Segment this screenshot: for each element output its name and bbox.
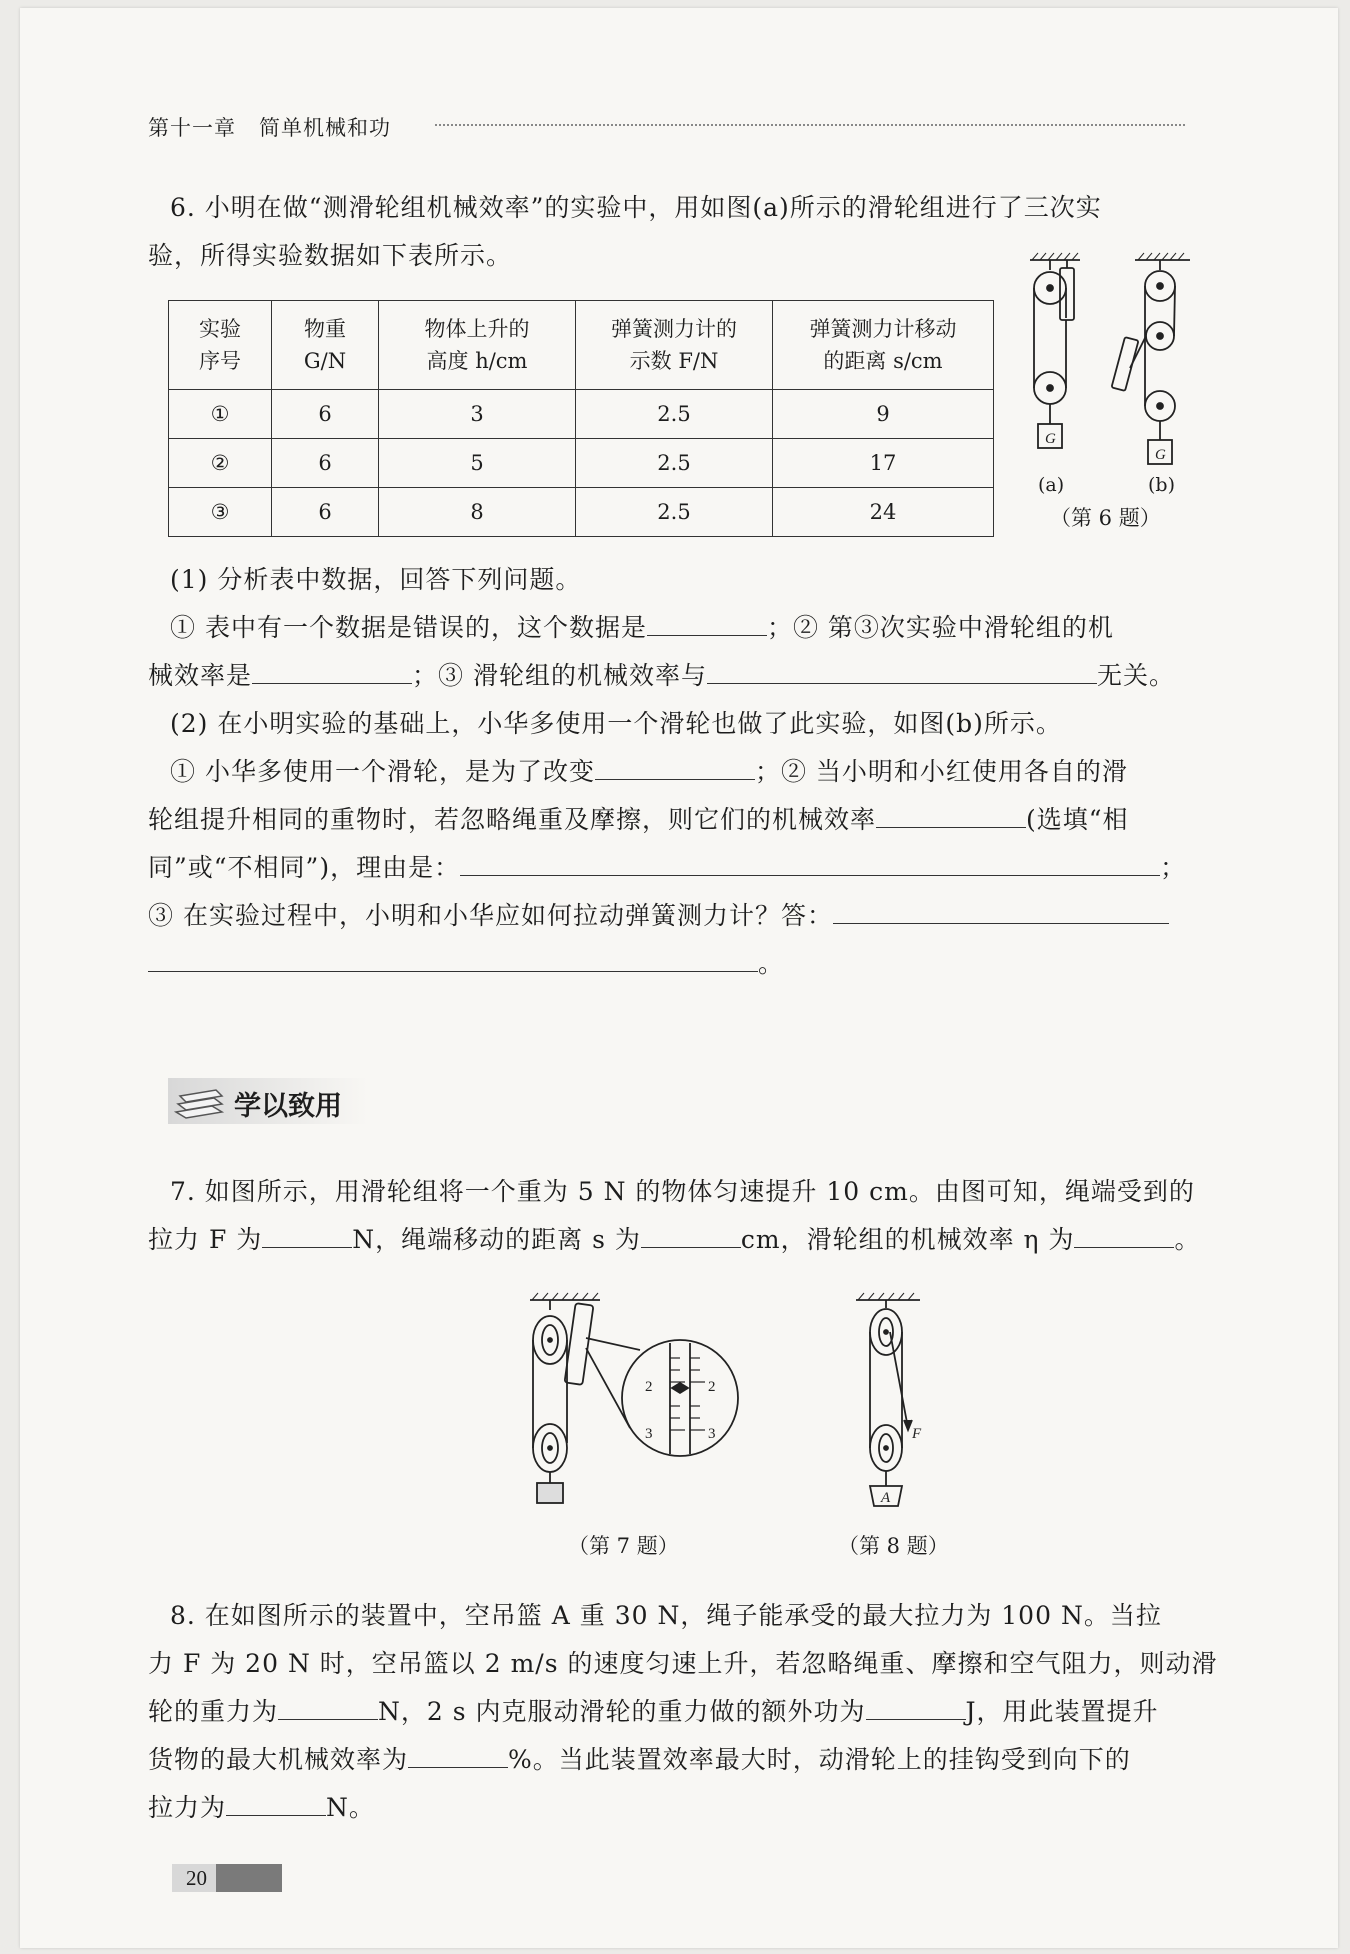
answer-blank[interactable]	[1074, 1221, 1174, 1248]
table-cell: 2.5	[576, 439, 773, 488]
table-cell: ③	[169, 488, 272, 537]
table-cell: ①	[169, 390, 272, 439]
books-icon	[172, 1082, 226, 1122]
table-header-cell: 物重 G/N	[272, 301, 379, 390]
fig8-caption: （第 8 题）	[838, 1534, 949, 1558]
answer-blank[interactable]	[641, 1221, 741, 1248]
page-number-bar	[172, 1864, 282, 1892]
fig6-caption: （第 6 题）	[1050, 506, 1161, 530]
workbook-page	[20, 8, 1338, 1948]
q6-part2-line-5: 。	[148, 940, 1230, 988]
answer-blank[interactable]	[278, 1693, 378, 1720]
scale-label-2-left: 2	[645, 1379, 653, 1395]
answer-blank[interactable]	[876, 801, 1026, 828]
table-cell: ②	[169, 439, 272, 488]
answer-blank[interactable]	[833, 897, 1169, 924]
q7-line-1: 7. 如图所示，用滑轮组将一个重为 5 N 的物体匀速提升 10 cm。由图可知，绳端受到的	[170, 1177, 1195, 1206]
q6-part2-line-3: 同”或“不相同”)，理由是： ；	[148, 844, 1230, 892]
q6-intro-line-1: 6. 小明在做“测滑轮组机械效率”的实验中，用如图(a)所示的滑轮组进行了三次实	[170, 193, 1102, 222]
fig6-label-a: (a)	[1038, 474, 1065, 496]
q6-part1-title: (1) 分析表中数据，回答下列问题。	[170, 565, 582, 594]
q8-line-2: 力 F 为 20 N 时，空吊篮以 2 m/s 的速度匀速上升，若忽略绳重、摩擦和空气阻力，则动滑	[148, 1649, 1218, 1678]
answer-blank[interactable]	[707, 657, 1097, 684]
q6-part1-line-1: ① 表中有一个数据是错误的，这个数据是 ；② 第③次实验中滑轮组的机	[170, 604, 1230, 652]
table-cell: 2.5	[576, 390, 773, 439]
chapter-title: 简单机械和功	[259, 116, 392, 140]
table-cell: 3	[379, 390, 576, 439]
q6-part2-line-1: ① 小华多使用一个滑轮，是为了改变 ；② 当小明和小红使用各自的滑	[170, 748, 1230, 796]
table-row	[169, 488, 994, 537]
table-cell: 24	[773, 488, 994, 537]
experiment-table	[168, 300, 994, 537]
pulley-figure-6	[1010, 248, 1230, 498]
scale-label-2-right: 2	[708, 1379, 716, 1395]
table-header-cell: 物体上升的 高度 h/cm	[379, 301, 576, 390]
q8-line-3: 轮的重力为 N，2 s 内克服动滑轮的重力做的额外功为 J，用此装置提升	[148, 1688, 1230, 1736]
q6-part2-line-4: ③ 在实验过程中，小明和小华应如何拉动弹簧测力计？答：	[148, 892, 1230, 940]
q8-line-1: 8. 在如图所示的装置中，空吊篮 A 重 30 N，绳子能承受的最大拉力为 100 N。当拉	[170, 1601, 1162, 1630]
answer-blank[interactable]	[252, 657, 412, 684]
fig6-label-b: (b)	[1148, 474, 1175, 496]
pulley-figure-7	[520, 1288, 760, 1508]
answer-blank[interactable]	[262, 1221, 352, 1248]
table-row	[169, 390, 994, 439]
section-banner	[168, 1078, 368, 1124]
answer-blank[interactable]	[866, 1693, 966, 1720]
table-cell: 5	[379, 439, 576, 488]
answer-blank[interactable]	[408, 1741, 508, 1768]
chapter-number: 第十一章	[148, 116, 236, 140]
table-cell: 17	[773, 439, 994, 488]
table-header-cell: 弹簧测力计移动 的距离 s/cm	[773, 301, 994, 390]
page-number: 20	[186, 1866, 207, 1890]
table-header-row	[169, 301, 994, 390]
q8-line-5: 拉力为 N。	[148, 1784, 1230, 1832]
q8-line-4: 货物的最大机械效率为 %。当此装置效率最大时，动滑轮上的挂钩受到向下的	[148, 1736, 1230, 1784]
table-header-cell: 实验 序号	[169, 301, 272, 390]
table-cell: 8	[379, 488, 576, 537]
table-cell: 2.5	[576, 488, 773, 537]
weight-label-a: G	[1045, 431, 1056, 447]
table-row	[169, 439, 994, 488]
basket-label: A	[881, 1490, 891, 1506]
q7-line-2: 拉力 F 为 N，绳端移动的距离 s 为 cm，滑轮组的机械效率 η 为 。	[148, 1216, 1230, 1264]
answer-blank[interactable]	[226, 1789, 326, 1816]
table-cell: 6	[272, 439, 379, 488]
weight-label-b: G	[1155, 447, 1166, 463]
q6-part2-title: (2) 在小明实验的基础上，小华多使用一个滑轮也做了此实验，如图(b)所示。	[170, 709, 1062, 738]
table-cell: 6	[272, 390, 379, 439]
fig7-caption: （第 7 题）	[568, 1534, 679, 1558]
q6-part2-line-2: 轮组提升相同的重物时，若忽略绳重及摩擦，则它们的机械效率 (选填“相	[148, 796, 1230, 844]
answer-blank[interactable]	[595, 753, 755, 780]
chapter-header	[148, 112, 391, 142]
q6-part1-line-2: 械效率是 ；③ 滑轮组的机械效率与 无关。	[148, 652, 1230, 700]
force-label: F	[912, 1426, 922, 1442]
table-cell: 9	[773, 390, 994, 439]
section-title: 学以致用	[234, 1091, 342, 1122]
pulley-figure-8	[842, 1288, 952, 1518]
table-header-cell: 弹簧测力计的 示数 F/N	[576, 301, 773, 390]
header-divider	[435, 124, 1185, 126]
answer-blank[interactable]	[460, 849, 1160, 876]
answer-blank[interactable]	[647, 609, 767, 636]
answer-blank[interactable]	[148, 945, 758, 972]
scale-label-3-left: 3	[645, 1426, 653, 1442]
table-cell: 6	[272, 488, 379, 537]
scale-label-3-right: 3	[708, 1426, 716, 1442]
q6-intro-line-2: 验，所得实验数据如下表所示。	[148, 241, 513, 270]
